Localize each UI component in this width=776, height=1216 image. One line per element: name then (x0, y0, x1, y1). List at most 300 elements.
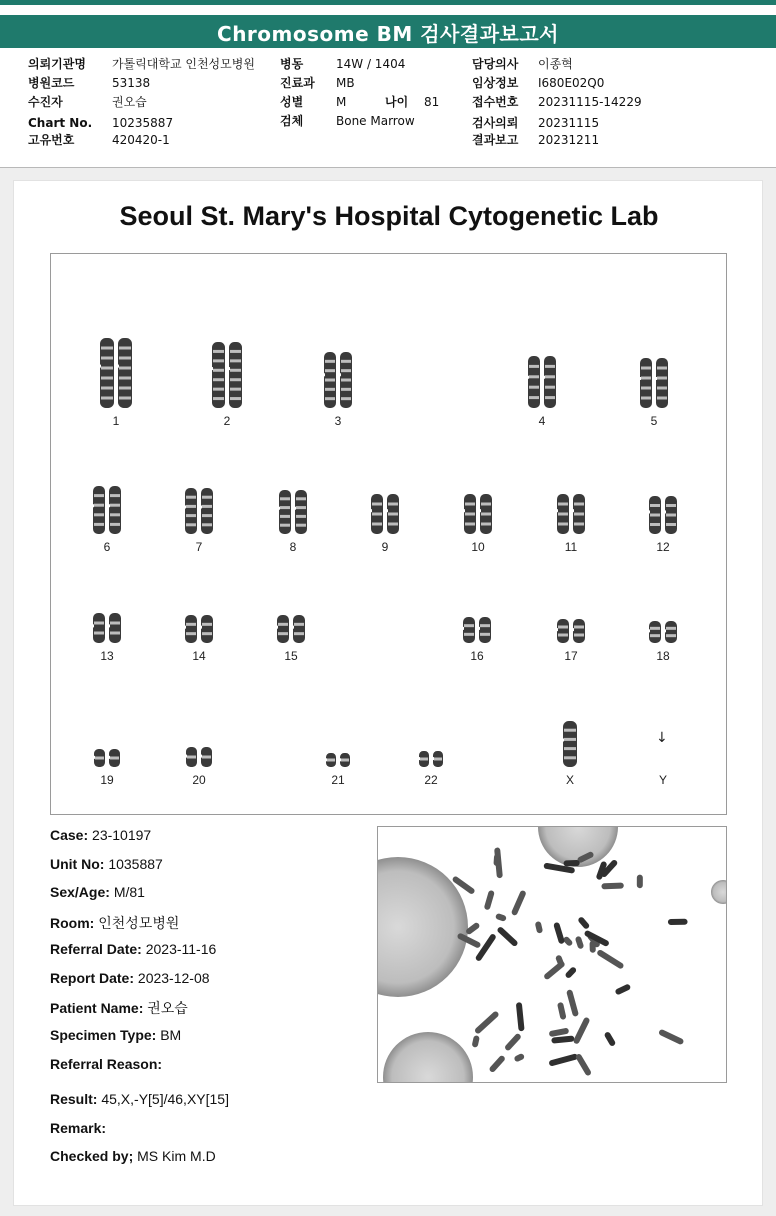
centromere (479, 509, 481, 512)
chromosome-band (278, 632, 288, 635)
chromosome-label-3: 3 (334, 414, 342, 428)
report-date-label-2: Report Date: (50, 970, 135, 986)
metaphase-spread (378, 827, 727, 1083)
chromosome-label-12: 12 (656, 540, 670, 554)
chromosome-band (666, 634, 676, 637)
chromosome-17-2 (573, 619, 585, 643)
y-missing-arrow: ↓ (656, 730, 668, 746)
chromosome-band (325, 369, 335, 372)
chromosome-band (101, 387, 113, 390)
chromosome-band (341, 397, 351, 400)
chromosome-15-1 (277, 615, 289, 643)
chromosome-band (574, 626, 584, 629)
requesting-institution-value: 가톨릭대학교 인천성모병원 (112, 57, 255, 71)
report-date-label: 결과보고 (472, 133, 519, 147)
chromosome-band (372, 513, 382, 516)
unit-no-value: 1035887 (108, 856, 163, 872)
centromere (200, 626, 202, 629)
chromosome-band (230, 388, 241, 391)
chromosome-band (574, 503, 584, 506)
centromere (556, 628, 558, 631)
metaphase-chromosome (495, 913, 507, 922)
chromosome-band (564, 729, 576, 732)
chromosome-band (119, 397, 131, 400)
chromosome-band (94, 523, 104, 526)
chromosome-band (119, 387, 131, 390)
chromosome-pair-14 (183, 613, 215, 645)
remark-row (50, 1120, 106, 1136)
chromosome-band (325, 360, 335, 363)
receipt-no-value: 20231115-14229 (538, 95, 642, 109)
chromosome-pair-18 (647, 619, 679, 645)
ward-label: 병동 (280, 57, 304, 71)
chromosome-13-2 (109, 613, 121, 643)
centromere (325, 758, 327, 761)
metaphase-chromosome (488, 1055, 506, 1074)
referral-date-value: 2023-11-16 (145, 941, 217, 957)
chromosome-pair-3 (322, 350, 354, 410)
checked-by-value: MS Kim M.D (137, 1148, 216, 1164)
specimen-value: Bone Marrow (336, 114, 415, 128)
centromere (562, 738, 564, 741)
doctor-label: 담당의사 (472, 57, 519, 71)
chromosome-band (186, 514, 196, 517)
chromosome-8-2 (295, 490, 307, 534)
sex-age-row (50, 884, 145, 900)
chromosome-band (558, 523, 568, 526)
centromere (108, 504, 110, 507)
interphase-nucleus-bottom (383, 1032, 473, 1083)
patient-name-label: Patient Name: (50, 1000, 144, 1016)
specimen-type-value: BM (160, 1027, 182, 1043)
chromosome-band (280, 524, 290, 527)
chromosome-pair-8 (277, 488, 309, 536)
centromere (386, 509, 388, 512)
chromosome-15-2 (293, 615, 305, 643)
chromosome-band (641, 367, 651, 370)
metaphase-chromosome (472, 1035, 480, 1048)
centromere (572, 628, 574, 631)
centromere (370, 509, 372, 512)
room-label: Room: (50, 915, 95, 931)
hospital-code-label: 병원코드 (28, 76, 75, 90)
chromosome-band (650, 504, 660, 507)
chromosome-band (325, 379, 335, 382)
clinical-info-label: 임상정보 (472, 76, 519, 90)
checked-by-row (50, 1148, 216, 1164)
chromosome-band (657, 397, 667, 400)
chromosome-label-5: 5 (650, 414, 658, 428)
requesting-institution-label: 의뢰기관명 (28, 57, 86, 71)
centromere (478, 627, 480, 630)
chromosome-band (641, 377, 651, 380)
centromere (655, 377, 657, 380)
chromosome-5-2 (656, 358, 668, 408)
metaphase-chromosome (511, 890, 527, 917)
chromosome-pair-17 (555, 617, 587, 645)
chromosome-pair-9 (369, 492, 401, 536)
chromosome-band (558, 634, 568, 637)
chromosome-band (657, 367, 667, 370)
patient-label: 수진자 (28, 95, 63, 109)
chromosome-band (465, 513, 475, 516)
chromosome-label-20: 20 (192, 773, 206, 787)
chromosome-label-22: 22 (424, 773, 438, 787)
chromosome-label-Y: Y (658, 773, 667, 787)
chromosome-14-1 (185, 615, 197, 643)
chromosome-band (650, 523, 660, 526)
chromosome-pair-4 (526, 354, 558, 410)
chromosome-band (545, 375, 555, 378)
chromosome-label-17: 17 (564, 649, 578, 663)
chromosome-band (666, 627, 676, 630)
centromere (93, 756, 95, 759)
result-label: Result: (50, 1091, 98, 1107)
chromosome-label-1: 1 (112, 414, 120, 428)
karyotype-image (50, 253, 727, 815)
chromosome-label-21: 21 (331, 773, 345, 787)
chromosome-band (187, 756, 196, 759)
referral-reason-row (50, 1056, 162, 1072)
request-date-label: 검사의뢰 (472, 116, 519, 130)
chromosome-band (202, 756, 211, 759)
chromosome-band (296, 497, 306, 500)
chromosome-band (213, 397, 224, 400)
metaphase-chromosome (504, 1033, 522, 1052)
metaphase-chromosome (557, 1002, 567, 1020)
patient-name-value: 권오습 (147, 1000, 188, 1016)
chromosome-18-2 (665, 621, 677, 643)
chromosome-band (213, 378, 224, 381)
age-value: 81 (424, 95, 440, 109)
chromosome-14-2 (201, 615, 213, 643)
chromosome-6-1 (93, 486, 105, 534)
chromosome-band (480, 624, 490, 627)
centromere (278, 507, 280, 510)
chromosome-band (558, 626, 568, 629)
centromere (462, 627, 464, 630)
chromosome-band (119, 357, 131, 360)
centromere (648, 629, 650, 632)
chromosome-band (529, 396, 539, 399)
chromosome-band (529, 365, 539, 368)
chromosome-7-2 (201, 488, 213, 534)
chromosome-label-11: 11 (564, 540, 578, 554)
chromosome-band (119, 347, 131, 350)
case-label: Case: (50, 827, 89, 843)
chromosome-band (94, 622, 104, 625)
result-value: 45,X,-Y[5]/46,XY[15] (101, 1091, 229, 1107)
centromere (108, 756, 110, 759)
chromosome-band (564, 738, 576, 741)
sex-age-value: M/81 (113, 884, 145, 900)
centromere (92, 624, 94, 627)
page-header (0, 0, 776, 48)
chromosome-band (650, 627, 660, 630)
sex-value: M (336, 95, 347, 109)
referral-reason-label: Referral Reason: (50, 1056, 163, 1072)
chromosome-band (388, 513, 398, 516)
chromosome-pair-22 (417, 749, 445, 769)
centromere (276, 626, 278, 629)
chromosome-4-2 (544, 356, 556, 408)
metaphase-chromosome (596, 949, 625, 970)
chromosome-band (278, 623, 288, 626)
chromosome-band (101, 347, 113, 350)
chromosome-band (94, 632, 104, 635)
patient-name-row (50, 998, 188, 1018)
chromosome-band (101, 397, 113, 400)
chromosome-pair-11 (555, 492, 587, 536)
lab-title: Seoul St. Mary's Hospital Cytogenetic Lab (119, 201, 659, 231)
chromosome-band (481, 503, 491, 506)
centromere (543, 376, 545, 379)
chromosome-band (230, 397, 241, 400)
chromosome-8-1 (279, 490, 291, 534)
chromosome-band (574, 513, 584, 516)
chromosome-band (213, 369, 224, 372)
chromosome-band (296, 515, 306, 518)
case-value: 23-10197 (92, 827, 152, 843)
metaphase-chromosome (484, 890, 495, 911)
chromosome-band (94, 494, 104, 497)
chromosome-band (529, 375, 539, 378)
centromere (292, 626, 294, 629)
centromere (184, 505, 186, 508)
chromosome-band (564, 747, 576, 750)
centromere (185, 755, 187, 758)
chromosome-band (558, 503, 568, 506)
checked-by-label: Checked by; (50, 1148, 134, 1164)
chart-no-value: 10235887 (112, 116, 174, 130)
chromosome-band (213, 350, 224, 353)
chromosome-band (101, 357, 113, 360)
chromosome-band (294, 623, 304, 626)
hospital-code-value: 53138 (112, 76, 151, 90)
chromosome-pair-X (561, 719, 579, 769)
chromosome-band (94, 513, 104, 516)
metaphase-chromosome (575, 936, 585, 950)
chromosome-band (110, 494, 120, 497)
centromere (117, 365, 119, 368)
chromosome-band (341, 369, 351, 372)
chromosome-X-1 (563, 721, 577, 767)
metaphase-chromosome (535, 921, 544, 934)
chromosome-band (110, 632, 120, 635)
chromosome-band (529, 386, 539, 389)
chromosome-band (230, 350, 241, 353)
chromosome-band (296, 524, 306, 527)
chromosome-7-1 (185, 488, 197, 534)
chromosome-band (95, 757, 104, 760)
cytogenetic-report (13, 180, 763, 1206)
chromosome-band (388, 523, 398, 526)
chromosome-band (641, 387, 651, 390)
metaphase-chromosome (493, 854, 500, 866)
centromere (184, 626, 186, 629)
metaphase-chromosome (575, 1053, 592, 1077)
chromosome-band (296, 506, 306, 509)
metaphase-chromosome (548, 1053, 578, 1067)
chromosome-band (465, 503, 475, 506)
chromosome-band (325, 388, 335, 391)
metaphase-chromosome (513, 1053, 525, 1063)
chromosome-band (481, 523, 491, 526)
metaphase-chromosome (553, 922, 565, 945)
chromosome-17-1 (557, 619, 569, 643)
chromosome-band (434, 758, 442, 761)
metaphase-chromosome (564, 966, 577, 979)
chromosome-band (650, 634, 660, 637)
chromosome-band (186, 505, 196, 508)
metaphase-chromosome (589, 941, 595, 953)
chromosome-band (110, 523, 120, 526)
ward-value: 14W / 1404 (336, 57, 406, 71)
chromosome-band (666, 504, 676, 507)
chromosome-band (110, 504, 120, 507)
chromosome-band (230, 369, 241, 372)
metaphase-chromosome (637, 875, 643, 889)
chromosome-band (465, 523, 475, 526)
centromere (200, 505, 202, 508)
chromosome-band (464, 633, 474, 636)
chromosome-label-10: 10 (471, 540, 485, 554)
metaphase-chromosome (516, 1002, 525, 1031)
chromosome-band (666, 523, 676, 526)
metaphase-chromosome (496, 926, 519, 947)
metaphase-image (377, 826, 727, 1083)
chromosome-band (372, 523, 382, 526)
chromosome-band (94, 504, 104, 507)
chromosome-pair-15 (275, 613, 307, 645)
clinical-info-value: I680E02Q0 (538, 76, 605, 90)
unique-no-label: 고유번호 (28, 133, 75, 147)
chromosome-band (574, 634, 584, 637)
chromosome-pair-16 (461, 615, 493, 645)
age-label: 나이 (385, 95, 409, 109)
chromosome-4-1 (528, 356, 540, 408)
chromosome-pair-13 (91, 611, 123, 645)
chromosome-band (110, 622, 120, 625)
centromere (572, 509, 574, 512)
chromosome-16-2 (479, 617, 491, 643)
department-label: 진료과 (280, 76, 315, 90)
centromere (211, 367, 213, 370)
centromere (323, 373, 325, 376)
chromosome-band (230, 378, 241, 381)
centromere (99, 365, 101, 368)
chromosome-pair-12 (647, 494, 679, 536)
chromosome-band (372, 503, 382, 506)
metaphase-chromosome (601, 883, 624, 890)
metaphase-chromosome (474, 1010, 500, 1034)
chromosome-band (213, 388, 224, 391)
room-value: 인천성모병원 (98, 915, 180, 931)
centromere (92, 504, 94, 507)
sex-age-label: Sex/Age: (50, 884, 110, 900)
request-date-value: 20231115 (538, 116, 600, 130)
metaphase-chromosome (614, 983, 631, 995)
chromosome-label-19: 19 (100, 773, 114, 787)
referral-date-row (50, 941, 216, 957)
centromere (339, 758, 341, 761)
centromere (108, 624, 110, 627)
metaphase-chromosome (604, 1031, 617, 1047)
chromosome-band (213, 359, 224, 362)
metaphase-chromosome (577, 916, 590, 930)
chromosome-6-2 (109, 486, 121, 534)
unique-no-value: 420420-1 (112, 133, 170, 147)
chromosome-pair-21 (324, 751, 352, 769)
metaphase-chromosome (566, 989, 579, 1017)
chromosome-band (202, 623, 212, 626)
centromere (639, 377, 641, 380)
chromosome-band (388, 503, 398, 506)
unit-no-row (50, 856, 163, 872)
chromosome-pair-6 (91, 484, 123, 536)
chromosome-band (280, 497, 290, 500)
chromosome-band (119, 367, 131, 370)
chromosome-band (186, 632, 196, 635)
chromosome-band (545, 396, 555, 399)
chromosome-pair-1 (98, 336, 134, 410)
specimen-type-row (50, 1027, 181, 1043)
chromosome-label-16: 16 (470, 649, 484, 663)
chromosome-band (101, 377, 113, 380)
chromosome-label-9: 9 (381, 540, 389, 554)
chromosome-pair-2 (210, 340, 244, 410)
chromosome-band (230, 359, 241, 362)
chromosome-pair-5 (638, 356, 670, 410)
chromosome-label-6: 6 (103, 540, 111, 554)
centromere (339, 373, 341, 376)
chromosome-label-X: X (565, 773, 574, 787)
chromosome-band (294, 632, 304, 635)
centromere (463, 509, 465, 512)
specimen-label: 검체 (280, 114, 304, 128)
chromosome-band (341, 759, 349, 762)
chromosome-band (574, 523, 584, 526)
referral-date-label: Referral Date: (50, 941, 142, 957)
metaphase-chromosome (563, 860, 579, 867)
chromosome-band (464, 624, 474, 627)
report-date-value: 20231211 (538, 133, 600, 147)
specimen-type-label: Specimen Type: (50, 1027, 157, 1043)
chromosome-band (202, 505, 212, 508)
chromosome-label-15: 15 (284, 649, 298, 663)
chromosome-band (202, 632, 212, 635)
remark-label: Remark: (50, 1120, 107, 1136)
metaphase-chromosome (668, 919, 688, 925)
chromosome-band (280, 515, 290, 518)
chromosome-band (480, 633, 490, 636)
chromosome-18-1 (649, 621, 661, 643)
chromosome-pair-20 (184, 745, 214, 769)
centromere (418, 757, 420, 760)
result-row (50, 1091, 229, 1107)
chromosome-band (564, 756, 576, 759)
chromosome-band (641, 397, 651, 400)
chromosome-band (325, 397, 335, 400)
chromosome-label-8: 8 (289, 540, 297, 554)
doctor-value: 이종혁 (538, 57, 573, 71)
chromosome-band (101, 367, 113, 370)
centromere (664, 510, 666, 513)
metaphase-chromosome (543, 960, 566, 980)
department-value: MB (336, 76, 355, 90)
chromosome-pair-10 (462, 492, 494, 536)
chromosome-13-1 (93, 613, 105, 643)
